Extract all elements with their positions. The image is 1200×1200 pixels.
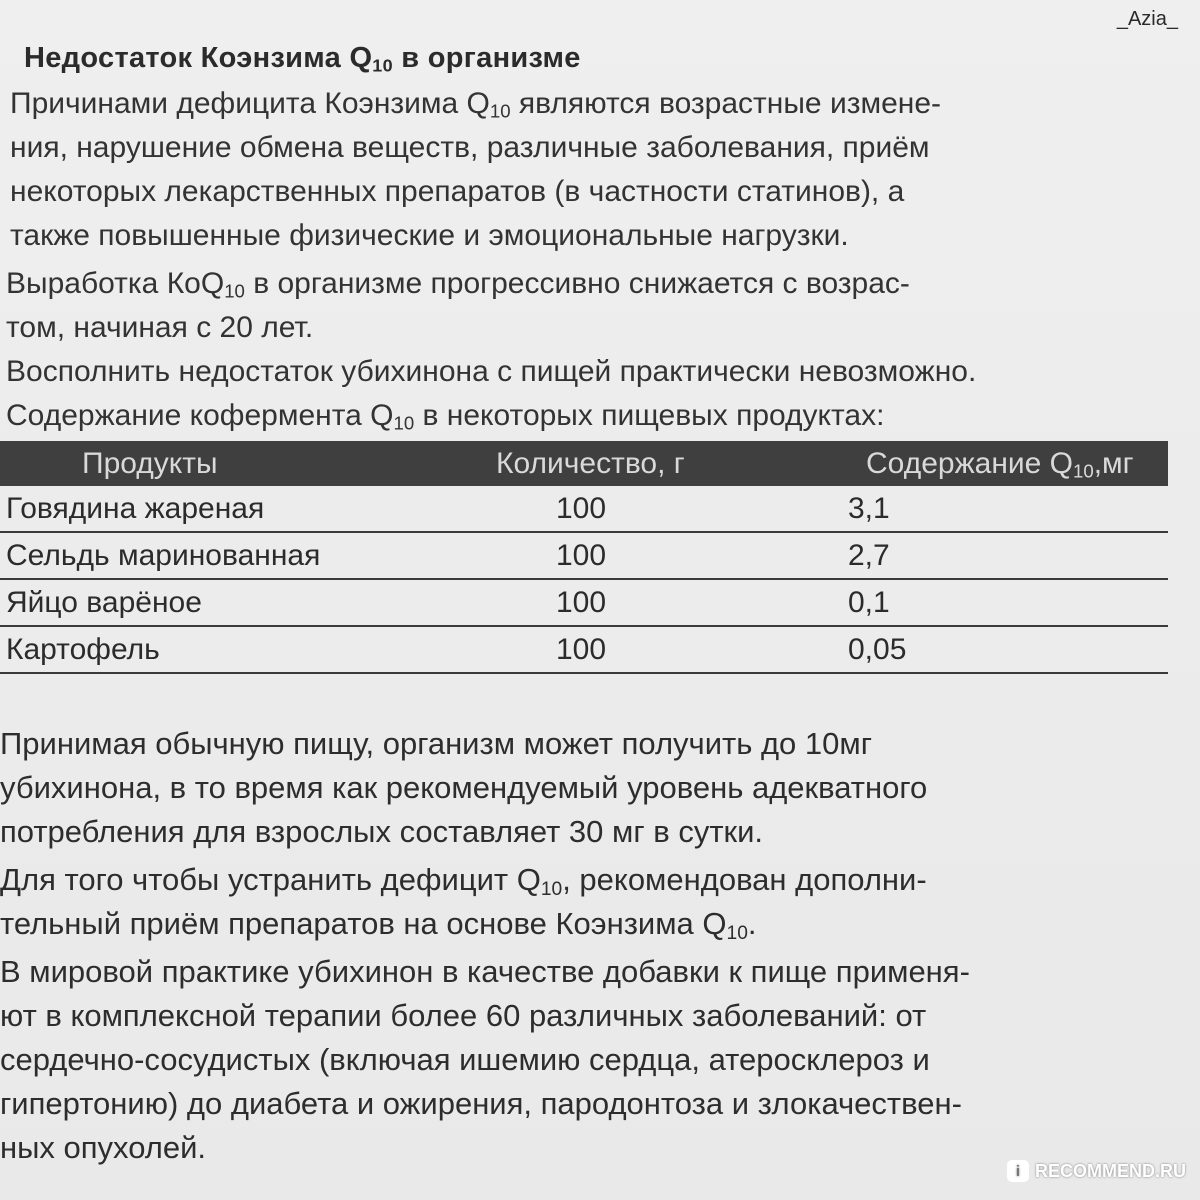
site-watermark-logo: [1007, 1160, 1186, 1182]
text-line: тельный приём препаратов на основе Коэнзима $Q_{10}$.: [0, 906, 757, 944]
text-line: В мировой практике убихинон в качестве добавки к пище применя-: [0, 954, 970, 989]
text-line: также повышенные физические и эмоциональные нагрузки.: [10, 219, 849, 252]
text-line: ют в комплексной терапии более 60 различных заболеваний: от: [0, 998, 927, 1033]
text-line: убихинона, в то время как рекомендуемый уровень адекватного: [0, 770, 928, 805]
cell-product: Говядина жареная: [0, 486, 466, 532]
logo-text: RECOMMEND.RU: [1035, 1160, 1186, 1181]
table-row: [0, 626, 1168, 673]
paragraph-causes: [10, 82, 1180, 258]
header-amount: Количество, г: [466, 441, 806, 486]
text-line: Причинами дефицита Коэнзима $Q_{10}$ являются возрастные измене-: [10, 87, 942, 122]
text-line: Для того чтобы устранить дефицит $Q_{10}$, рекомендован дополни-: [0, 862, 927, 900]
paragraph-production: [6, 262, 1176, 350]
paragraph-table-intro: [6, 394, 1176, 438]
cell-product: Яйцо варёное: [0, 579, 466, 626]
paragraph-recommendation: [0, 858, 1185, 946]
text-line: потребления для взрослых составляет 30 мг в сутки.: [0, 814, 764, 849]
cell-amount: 100: [466, 579, 806, 626]
cell-content: 0,1: [806, 579, 1168, 626]
cell-product: Сельдь маринованная: [0, 532, 466, 579]
paragraph-food-impossible: [6, 350, 1176, 394]
cell-content: 0,05: [806, 626, 1168, 673]
cell-amount: 100: [466, 532, 806, 579]
food-content-table: [0, 441, 1168, 674]
header-product: Продукты: [0, 441, 466, 486]
cell-product: Картофель: [0, 626, 466, 673]
section-heading: Недостаток Коэнзима $Q_{10}$ в организме: [24, 42, 581, 76]
header-content: Содержание $Q_{10},мг$: [806, 441, 1168, 486]
text-line: ных опухолей.: [0, 1130, 207, 1165]
cell-content: 3,1: [806, 486, 1168, 532]
text-line: ния, нарушение обмена веществ, различные заболевания, приём: [10, 131, 930, 164]
table-row: [0, 579, 1168, 626]
text-line: Принимая обычную пищу, организм может получить до 10мг: [0, 726, 873, 761]
cell-amount: 100: [466, 626, 806, 673]
recommend-logo-icon: i: [1007, 1160, 1029, 1182]
text-line: том, начиная с 20 лет.: [6, 311, 314, 344]
paragraph-world-practice: [0, 950, 1185, 1170]
table-row: [0, 486, 1168, 532]
text-line: Восполнить недостаток убихинона с пищей практически невозможно.: [6, 355, 977, 388]
author-watermark: _Azia_: [1116, 8, 1178, 30]
text-line: сердечно-сосудистых (включая ишемию сердца, атеросклероз и: [0, 1042, 930, 1077]
table-row: [0, 532, 1168, 579]
text-line: Выработка КоQ$_{10}$ в организме прогрессивно снижается с возрас-: [6, 267, 910, 302]
text-line: некоторых лекарственных препаратов (в частности статинов), а: [10, 175, 905, 208]
paragraph-daily-intake: [0, 722, 1185, 854]
table-header-row: [0, 441, 1168, 486]
text-line: гипертонию) до диабета и ожирения, пародонтоза и злокачествен-: [0, 1086, 962, 1121]
text-line: Содержание кофермента $Q_{10}$ в некоторых пищевых продуктах:: [6, 399, 885, 434]
cell-content: 2,7: [806, 532, 1168, 579]
cell-amount: 100: [466, 486, 806, 532]
